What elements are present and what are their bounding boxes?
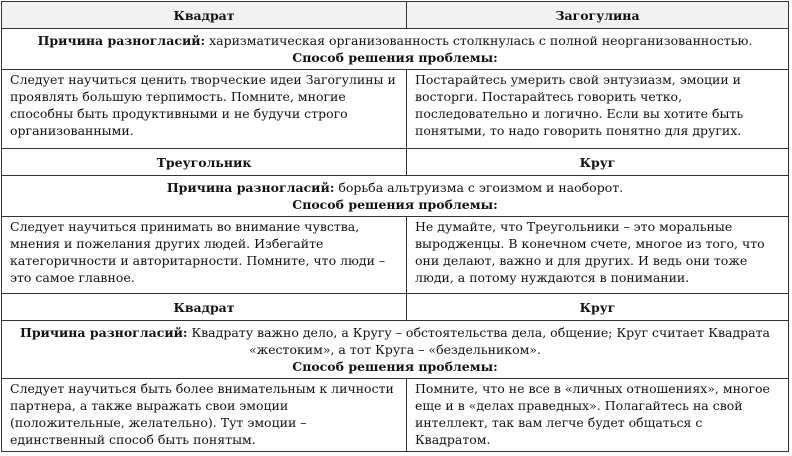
cause-label: Причина разногласий: [37, 33, 206, 48]
section-header-row [2, 2, 789, 29]
right-advice-cell [407, 70, 789, 149]
left-type-header: Квадрат [2, 294, 407, 321]
advice-row [2, 217, 789, 294]
section-header-row [2, 149, 789, 176]
right-advice-text: Постарайтесь умерить свой энтузиазм, эмоции и восторги. Постарайтесь говорить четко, последовательно и логично. Если вы хотите быть понятыми, то надо говорить понятно для других. [415, 72, 744, 138]
section-header-row [2, 294, 789, 321]
left-advice-cell [2, 379, 407, 452]
cause-label: Причина разногласий: [166, 180, 335, 195]
cause-label: Причина разногласий: [20, 325, 188, 340]
right-advice-text: Помните, что не все в «личных отношениях», многое еще и в «делах праведных». Полагайтесь на свой интеллект, так вам легче будет общаться с Квадратом. [415, 381, 770, 447]
cause-cell [2, 29, 789, 70]
left-advice-text: Следует научиться быть более внимательным к личности партнера, а также выражать свои эмоции (положительные, желательно). Тут эмоции – единственный способ быть понятым. [10, 381, 394, 447]
solution-label: Способ решения проблемы: [292, 359, 498, 374]
left-advice-text: Следует научиться принимать во внимание чувства, мнения и пожелания других людей. Избегайте категоричности и авторитарности. Помните, что люди – это самое главное. [10, 219, 386, 285]
cause-row [2, 29, 789, 70]
left-advice-text: Следует научиться ценить творческие идеи Загогулины и проявлять большую терпимость. Помните, многие способны быть продуктивными и не будучи строго организованными. [10, 72, 396, 138]
right-type-header: Круг [407, 294, 789, 321]
solution-label: Способ решения проблемы: [292, 50, 498, 65]
cause-text: борьба альтруизма с эгоизмом и наоборот. [334, 180, 624, 195]
advice-row [2, 379, 789, 452]
solution-label: Способ решения проблемы: [292, 197, 498, 212]
cause-text: Квадрату важно дело, а Кругу – обстоятельства дела, общение; Круг считает Квадрата «жестоким», а тот Круга – «бездельником». [187, 325, 770, 357]
left-advice-cell [2, 70, 407, 149]
left-type-header: Квадрат [2, 2, 407, 29]
right-advice-text: Не думайте, что Треугольники – это моральные выродженцы. В конечном счете, многое из того, что они делают, важно и для других. И ведь они тоже люди, а потому нуждаются в понимании. [415, 219, 765, 285]
left-advice-cell [2, 217, 407, 294]
right-type-header: Загогулина [407, 2, 789, 29]
cause-row [2, 176, 789, 217]
cause-cell [2, 176, 789, 217]
right-advice-cell [407, 217, 789, 294]
advice-row [2, 70, 789, 149]
right-advice-cell [407, 379, 789, 452]
cause-cell [2, 321, 789, 379]
left-type-header: Треугольник [2, 149, 407, 176]
right-type-header: Круг [407, 149, 789, 176]
cause-row [2, 321, 789, 379]
compatibility-table [1, 1, 789, 452]
cause-text: харизматическая организованность столкнулась с полной неорганизованностью. [205, 33, 753, 48]
